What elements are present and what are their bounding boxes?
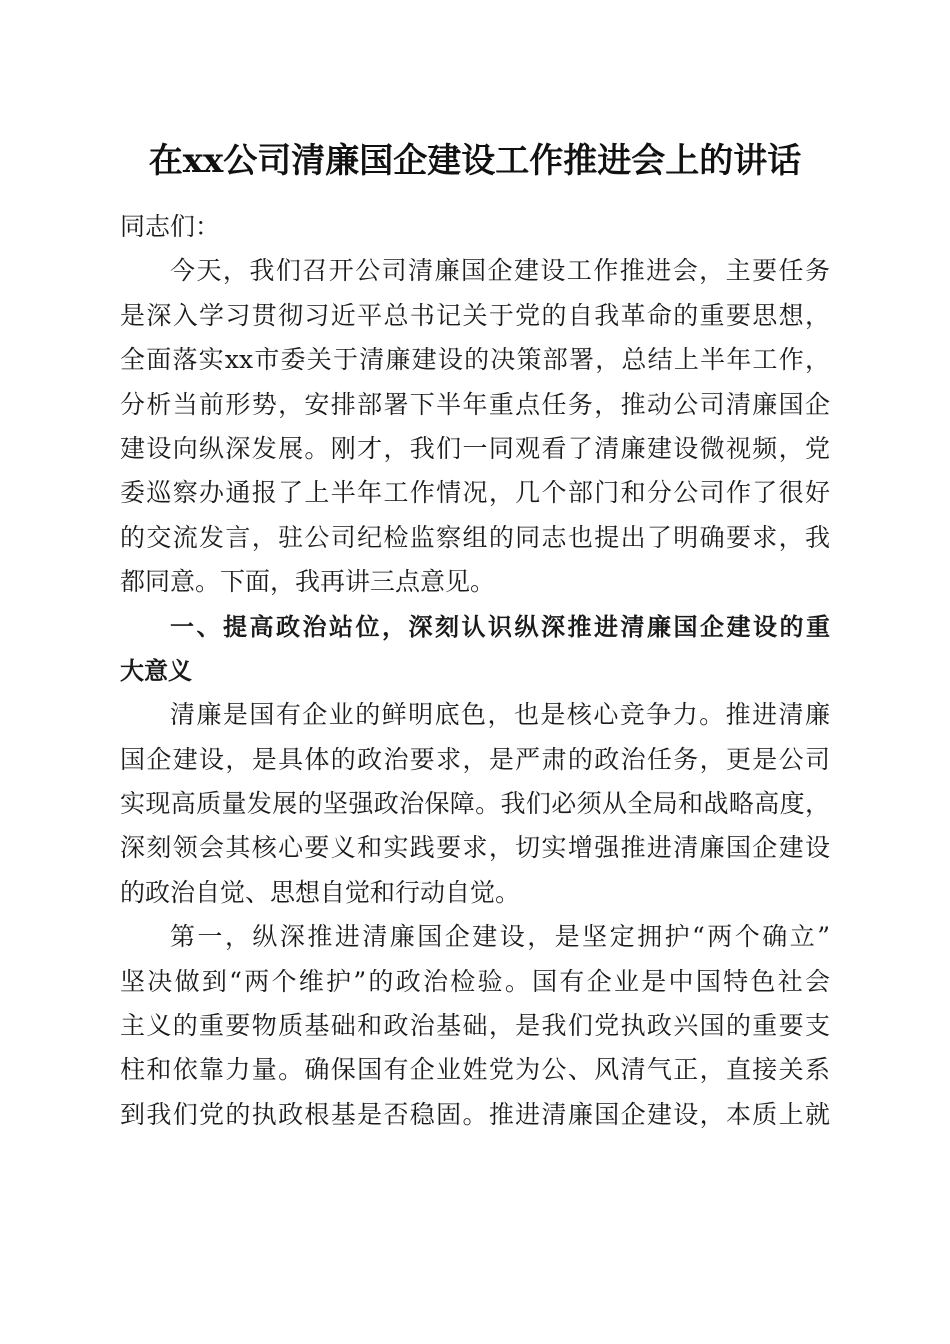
paragraph-line: 第一，纵深推进清廉国企建设，是坚定拥护“两个确立” bbox=[170, 922, 830, 952]
paragraph-line: 柱和依靠力量。确保国有企业姓党为公、风清气正，直接关系 bbox=[120, 1055, 830, 1085]
paragraph-line: 国企建设，是具体的政治要求，是严肃的政治任务，更是公司 bbox=[120, 744, 830, 774]
paragraph-line: 建设向纵深发展。刚才，我们一同观看了清廉建设微视频，党 bbox=[120, 433, 830, 463]
paragraph-line: 今天，我们召开公司清廉国企建设工作推进会，主要任务 bbox=[170, 256, 830, 286]
paragraph-line: 到我们党的执政根基是否稳固。推进清廉国企建设，本质上就 bbox=[120, 1099, 830, 1129]
paragraph-line: 清廉是国有企业的鲜明底色，也是核心竞争力。推进清廉 bbox=[170, 700, 830, 730]
salutation: 同志们： bbox=[120, 212, 221, 241]
paragraph-line: 全面落实xx市委关于清廉建设的决策部署，总结上半年工作， bbox=[120, 345, 830, 375]
paragraph-line: 的交流发言，驻公司纪检监察组的同志也提出了明确要求，我 bbox=[120, 522, 830, 552]
paragraph-line: 委巡察办通报了上半年工作情况，几个部门和分公司作了很好 bbox=[120, 478, 830, 508]
paragraph-section-intro bbox=[120, 693, 830, 915]
paragraph-line: 是深入学习贯彻习近平总书记关于党的自我革命的重要思想， bbox=[120, 300, 830, 330]
heading-line: 一、提高政治站位，深刻认识纵深推进清廉国企建设的重 bbox=[170, 612, 830, 641]
paragraph-line: 分析当前形势，安排部署下半年重点任务，推动公司清廉国企 bbox=[120, 389, 830, 419]
document-body bbox=[120, 205, 830, 1137]
paragraph-line: 主义的重要物质基础和政治基础，是我们党执政兴国的重要支 bbox=[120, 1011, 830, 1041]
paragraph-point-1 bbox=[120, 915, 830, 1137]
paragraph-line: 深刻领会其核心要义和实践要求，切实增强推进清廉国企建设 bbox=[120, 833, 830, 863]
document-title: 在xx公司清廉国企建设工作推进会上的讲话 bbox=[148, 141, 802, 181]
heading-line: 大意义 bbox=[120, 656, 192, 685]
paragraph-line: 坚决做到“两个维护”的政治检验。国有企业是中国特色社会 bbox=[120, 966, 830, 996]
paragraph-opening bbox=[120, 249, 830, 604]
section-heading-1 bbox=[120, 605, 830, 694]
paragraph-line: 都同意。下面，我再讲三点意见。 bbox=[120, 567, 496, 597]
paragraph-line: 的政治自觉、思想自觉和行动自觉。 bbox=[120, 877, 521, 907]
paragraph-line: 实现高质量发展的坚强政治保障。我们必须从全局和战略高度， bbox=[120, 789, 830, 819]
